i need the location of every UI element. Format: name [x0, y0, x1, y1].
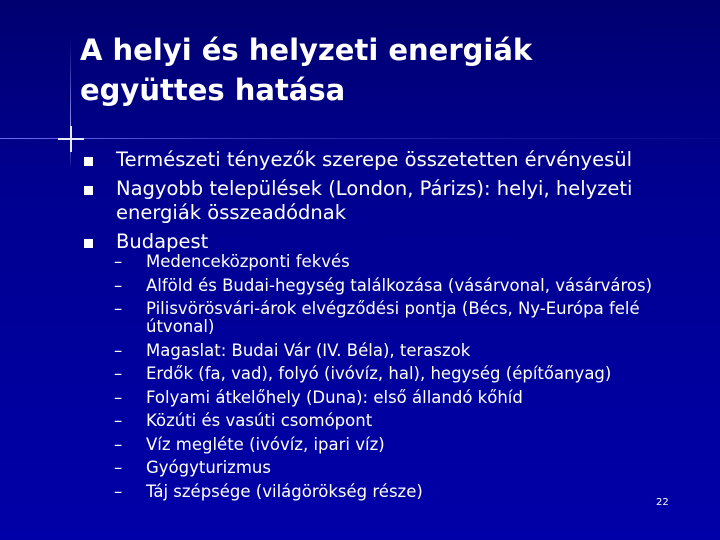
sub-bullet-item	[114, 300, 704, 336]
sub-bullet-text: Medenceközponti fekvés	[146, 252, 350, 271]
sub-bullet-text: Magaslat: Budai Vár (IV. Béla), teraszok	[146, 340, 471, 360]
title-line-1: A helyi és helyzeti energiák	[80, 33, 533, 67]
sub-bullet-item	[114, 436, 704, 454]
square-bullet-icon	[84, 186, 93, 195]
bullet-item	[80, 148, 700, 172]
dash-marker: –	[114, 411, 123, 430]
title-line-2: együttes hatása	[80, 73, 346, 107]
bullet-text: Nagyobb települések (London, Párizs): helyi, helyzeti energiák összeadódnak	[116, 177, 633, 224]
sub-bullet-item	[114, 253, 704, 271]
sub-bullet-list	[114, 253, 704, 506]
decorative-horizontal-line	[0, 138, 720, 139]
bullet-text: Budapest	[116, 230, 209, 253]
sub-bullet-text: Víz megléte (ivóvíz, ipari víz)	[146, 434, 385, 454]
sub-bullet-item	[114, 412, 704, 430]
sub-bullet-item	[114, 342, 704, 360]
sub-bullet-text: Pilisvörösvári-árok elvégződési pontja (Bécs, Ny-Európa felé útvonal)	[146, 299, 640, 336]
bullet-item	[80, 177, 700, 225]
dash-marker: –	[114, 340, 123, 360]
sub-bullet-text: Erdők (fa, vad), folyó (ivóvíz, hal), hegység (építőanyag)	[146, 364, 612, 383]
dash-marker: –	[114, 481, 123, 501]
bullet-text: Természeti tényezők szerepe összetetten érvényesül	[116, 148, 633, 171]
sub-bullet-item	[114, 389, 704, 407]
sub-bullet-text: Táj szépsége (világörökség része)	[146, 481, 423, 501]
dash-marker: –	[114, 364, 123, 383]
sub-bullet-item	[114, 365, 704, 383]
bullet-list	[80, 148, 700, 259]
sub-bullet-item	[114, 459, 704, 477]
square-bullet-icon	[84, 239, 93, 248]
dash-marker: –	[114, 387, 123, 407]
slide-title	[80, 30, 680, 110]
sub-bullet-text: Alföld és Budai-hegység találkozása (vásárvonal, vásárváros)	[146, 275, 653, 295]
dash-marker: –	[114, 434, 123, 454]
square-bullet-icon	[84, 157, 93, 166]
bullet-item	[80, 230, 700, 254]
sub-bullet-item	[114, 483, 704, 501]
sub-bullet-text: Gyógyturizmus	[146, 458, 271, 477]
dash-marker: –	[114, 275, 123, 295]
sub-bullet-text: Folyami átkelőhely (Duna): első állandó kőhíd	[146, 387, 523, 407]
sub-bullet-item	[114, 277, 704, 295]
dash-marker: –	[114, 299, 123, 318]
dash-marker: –	[114, 252, 123, 271]
sub-bullet-text: Közúti és vasúti csomópont	[146, 411, 373, 430]
dash-marker: –	[114, 458, 123, 477]
slide-number: 22	[656, 497, 669, 508]
